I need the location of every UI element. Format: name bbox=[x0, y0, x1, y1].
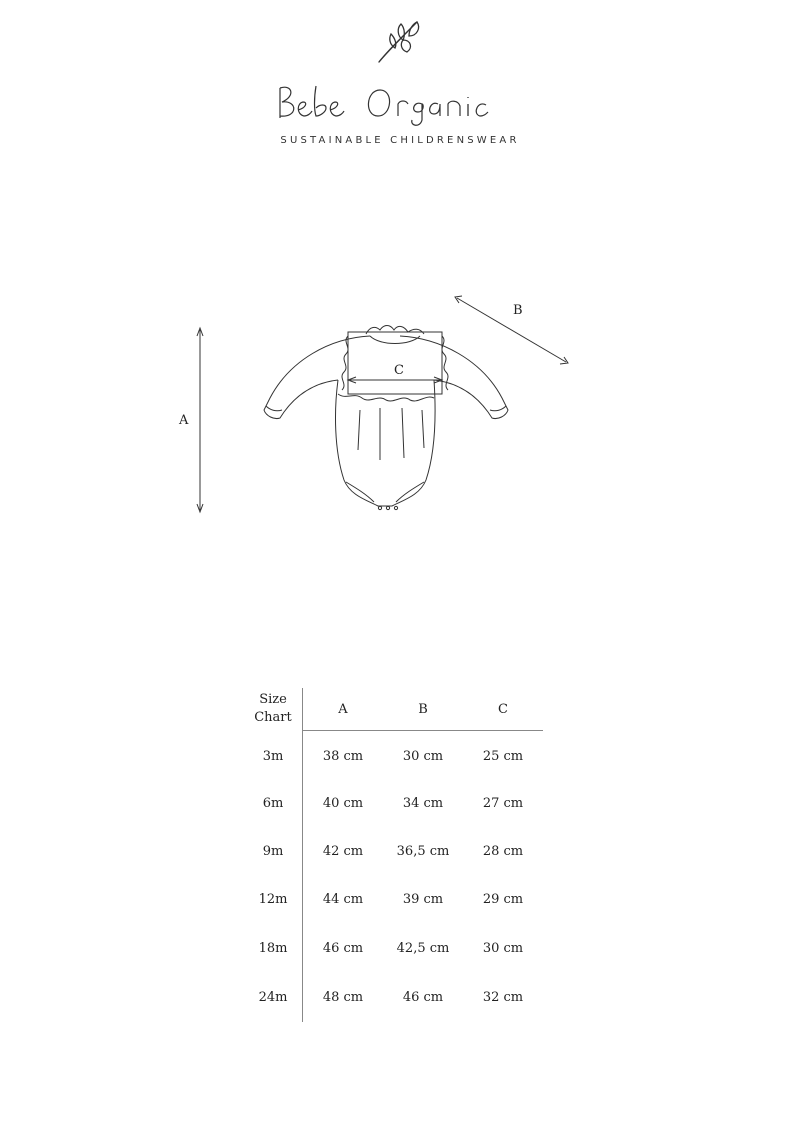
size-chart-corner-line1: Size bbox=[259, 692, 287, 708]
measurement-a-value: 44 cm bbox=[322, 892, 364, 908]
measurement-b-value: 42,5 cm bbox=[396, 940, 450, 956]
measurement-a-value: 46 cm bbox=[322, 940, 364, 956]
table-row bbox=[244, 924, 543, 972]
measurement-c-value: 27 cm bbox=[482, 795, 524, 811]
table-row bbox=[244, 731, 543, 779]
column-header-c: C bbox=[463, 688, 543, 731]
measurement-a-value: 48 cm bbox=[322, 989, 364, 1005]
measurement-b-value: 30 cm bbox=[402, 749, 444, 765]
size-chart-table bbox=[244, 688, 543, 1022]
size-label: 24m bbox=[244, 972, 303, 1022]
measurement-c-value: 30 cm bbox=[482, 940, 524, 956]
measurement-b-label: B bbox=[513, 303, 523, 318]
measurement-b-value: 39 cm bbox=[402, 892, 444, 908]
measurement-c-value: 28 cm bbox=[482, 843, 524, 859]
column-header-a: A bbox=[303, 688, 384, 731]
table-row bbox=[244, 827, 543, 875]
size-chart-corner-line2: Chart bbox=[254, 710, 292, 726]
column-header-b: B bbox=[383, 688, 463, 731]
size-label: 12m bbox=[244, 876, 303, 924]
size-label: 9m bbox=[244, 827, 303, 875]
table-row bbox=[244, 779, 543, 827]
romper-illustration bbox=[170, 290, 600, 530]
measurement-b-value: 36,5 cm bbox=[396, 843, 450, 859]
measurement-a-value: 40 cm bbox=[322, 795, 364, 811]
measurement-c-value: 32 cm bbox=[482, 989, 524, 1005]
measurement-a-value: 42 cm bbox=[322, 843, 364, 859]
brand-logo-wordmark bbox=[270, 78, 530, 128]
leaf-sprig-icon bbox=[373, 16, 427, 66]
size-chart-corner-label bbox=[244, 688, 303, 731]
size-label: 3m bbox=[244, 731, 303, 779]
garment-measurement-diagram bbox=[170, 290, 600, 530]
size-chart-header-row bbox=[244, 688, 543, 731]
table-row bbox=[244, 972, 543, 1022]
size-label: 18m bbox=[244, 924, 303, 972]
measurement-c-value: 29 cm bbox=[482, 892, 524, 908]
table-row bbox=[244, 876, 543, 924]
measurement-c-value: 25 cm bbox=[482, 749, 524, 765]
measurement-b-value: 34 cm bbox=[402, 795, 444, 811]
size-label: 6m bbox=[244, 779, 303, 827]
measurement-a-label: A bbox=[179, 413, 189, 428]
measurement-b-value: 46 cm bbox=[402, 989, 444, 1005]
measurement-c-label: C bbox=[394, 363, 404, 378]
measurement-a-value: 38 cm bbox=[322, 749, 364, 765]
brand-tagline: SUSTAINABLE CHILDRENSWEAR bbox=[280, 135, 520, 146]
